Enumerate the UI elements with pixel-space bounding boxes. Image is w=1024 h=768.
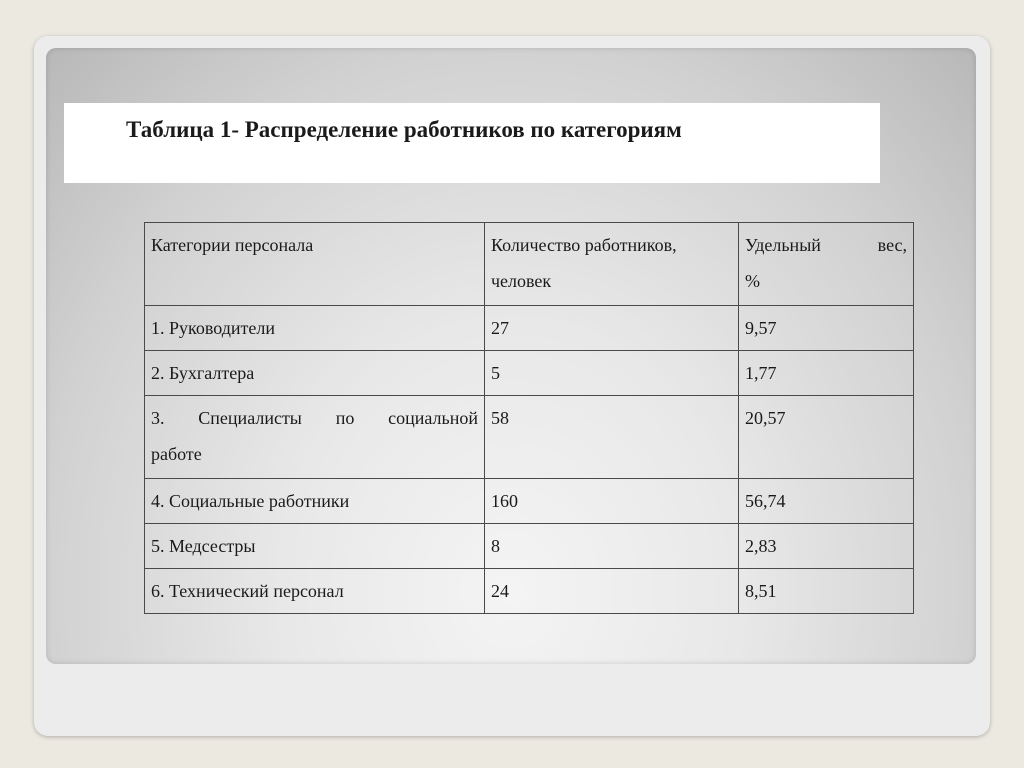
cell-category: 6. Технический персонал: [145, 569, 485, 614]
header-category-label: Категории персонала: [151, 235, 314, 255]
header-weight-word1: Удельный: [745, 235, 821, 255]
table-row: [145, 351, 914, 396]
cell-category: [145, 396, 485, 479]
cell-category: 5. Медсестры: [145, 524, 485, 569]
cell-weight: 56,74: [739, 479, 914, 524]
cell-count: 24: [485, 569, 739, 614]
cell-count: 8: [485, 524, 739, 569]
cell-weight: 2,83: [739, 524, 914, 569]
header-weight-word2: вес,: [877, 235, 907, 255]
cell-category-word: 3.: [151, 408, 165, 428]
cell-weight: 1,77: [739, 351, 914, 396]
cell-category: 1. Руководители: [145, 306, 485, 351]
personnel-table: [144, 222, 914, 614]
cell-count: 27: [485, 306, 739, 351]
cell-category: 2. Бухгалтера: [145, 351, 485, 396]
header-weight-line1: [745, 227, 907, 263]
cell-category-line1: [151, 400, 478, 436]
header-weight: [739, 223, 914, 306]
header-category: [145, 223, 485, 306]
table-row: [145, 306, 914, 351]
header-count-line1: Количество работников,: [491, 235, 677, 255]
header-weight-line2: %: [745, 271, 760, 291]
cell-category-word: по: [335, 408, 355, 428]
header-count-line2: человек: [491, 271, 552, 291]
table-header-row: [145, 223, 914, 306]
table-row: [145, 569, 914, 614]
title-box: [64, 103, 880, 183]
table-row: [145, 524, 914, 569]
cell-category-word: Специалисты: [198, 408, 302, 428]
cell-count: 160: [485, 479, 739, 524]
table-row: [145, 396, 914, 479]
cell-weight: 8,51: [739, 569, 914, 614]
cell-count: 5: [485, 351, 739, 396]
cell-weight: 20,57: [739, 396, 914, 479]
cell-weight: 9,57: [739, 306, 914, 351]
cell-category-line2: работе: [151, 444, 202, 464]
cell-category-word: социальной: [388, 408, 478, 428]
cell-count: 58: [485, 396, 739, 479]
cell-category: 4. Социальные работники: [145, 479, 485, 524]
slide-title: Таблица 1- Распределение работников по категориям: [126, 117, 682, 142]
table-row: [145, 479, 914, 524]
header-count: [485, 223, 739, 306]
